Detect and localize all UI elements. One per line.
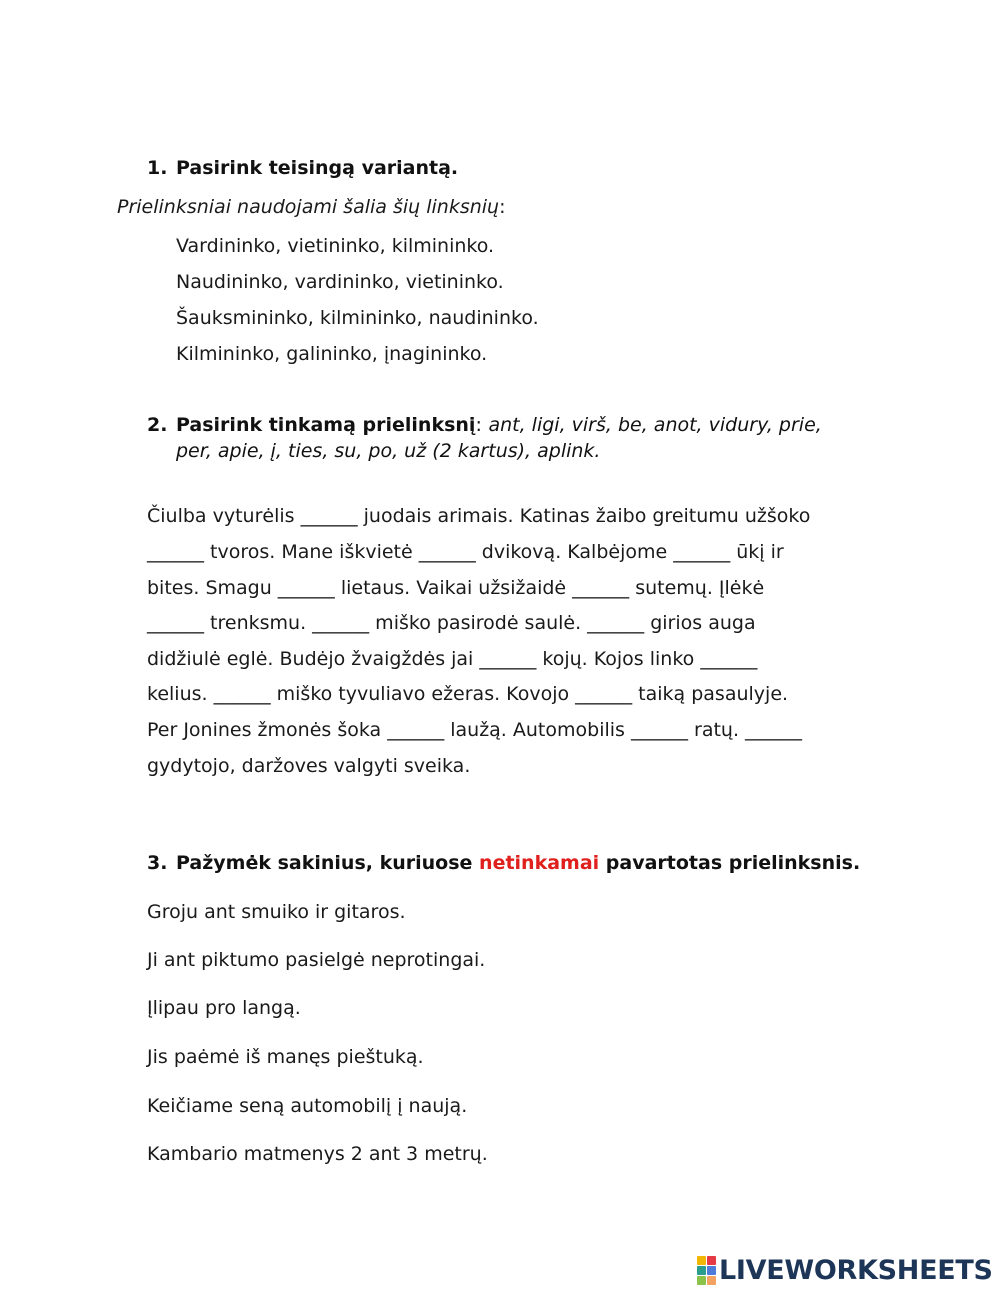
section1-title: Pasirink teisingą variantą. — [176, 157, 459, 179]
section3-number: 3. — [147, 852, 168, 874]
section1-option[interactable]: Šauksmininko, kilmininko, naudininko. — [176, 307, 539, 329]
section1-option[interactable]: Naudininko, vardininko, vietininko. — [176, 271, 504, 293]
paragraph-line: Čiulba vyturėlis ______ juodais arimais. Katinas žaibo greitumu užšoko — [147, 505, 811, 527]
section2-heading — [147, 414, 822, 436]
sentence-item[interactable]: Kambario matmenys 2 ant 3 metrų. — [147, 1143, 488, 1165]
liveworksheets-blocks-icon — [697, 1256, 716, 1285]
paragraph-line: gydytojo, daržoves valgyti sveika. — [147, 755, 471, 777]
section2-title: Pasirink tinkamą prielinksnį — [176, 414, 476, 436]
paragraph-line: ______ trenksmu. ______ miško pasirodė saulė. ______ girios auga — [147, 612, 756, 634]
sentence-item[interactable]: Ji ant piktumo pasielgė neprotingai. — [147, 949, 486, 971]
section3-heading — [147, 852, 860, 874]
section1-subtitle-colon: : — [499, 196, 506, 218]
section1-option[interactable]: Vardininko, vietininko, kilmininko. — [176, 235, 495, 257]
paragraph-line: Per Jonines žmonės šoka ______ laužą. Automobilis ______ ratų. ______ — [147, 719, 803, 741]
section2-number: 2. — [147, 414, 168, 436]
paragraph-line: bites. Smagu ______ lietaus. Vaikai užsižaidė ______ sutemų. Įlėkė — [147, 577, 765, 599]
section1-subtitle-text: Prielinksniai naudojami šalia šių linksnių — [117, 196, 500, 218]
paragraph-line: ______ tvoros. Mane iškvietė ______ dvikovą. Kalbėjome ______ ūkį ir — [147, 541, 784, 563]
section3-title-after: pavartotas prielinksnis. — [599, 852, 861, 874]
sentence-item[interactable]: Groju ant smuiko ir gitaros. — [147, 901, 406, 923]
paragraph-line: didžiulė eglė. Budėjo žvaigždės jai ______ kojų. Kojos linko ______ — [147, 648, 758, 670]
logo-text: LIVEWORKSHEETS — [719, 1254, 993, 1286]
section1-subtitle — [117, 196, 506, 218]
section2-colon: : — [475, 414, 482, 436]
sentence-item[interactable]: Įlipau pro langą. — [147, 997, 301, 1019]
section1-heading — [147, 157, 458, 179]
paragraph-line: kelius. ______ miško tyvuliavo ežeras. Kovojo ______ taiką pasaulyje. — [147, 683, 789, 705]
section2-hint-line1: ant, ligi, virš, be, anot, vidury, prie, — [488, 414, 822, 436]
liveworksheets-logo[interactable] — [697, 1254, 993, 1286]
section3-title-before: Pažymėk sakinius, kuriuose — [176, 852, 480, 874]
section1-number: 1. — [147, 157, 168, 179]
sentence-item[interactable]: Keičiame seną automobilį į naują. — [147, 1095, 468, 1117]
section3-title-highlight: netinkamai — [479, 852, 600, 874]
section1-option[interactable]: Kilmininko, galininko, įnagininko. — [176, 343, 488, 365]
section2-hint-line2: per, apie, į, ties, su, po, už (2 kartus), aplink. — [176, 440, 601, 462]
sentence-item[interactable]: Jis paėmė iš manęs pieštuką. — [147, 1046, 424, 1068]
